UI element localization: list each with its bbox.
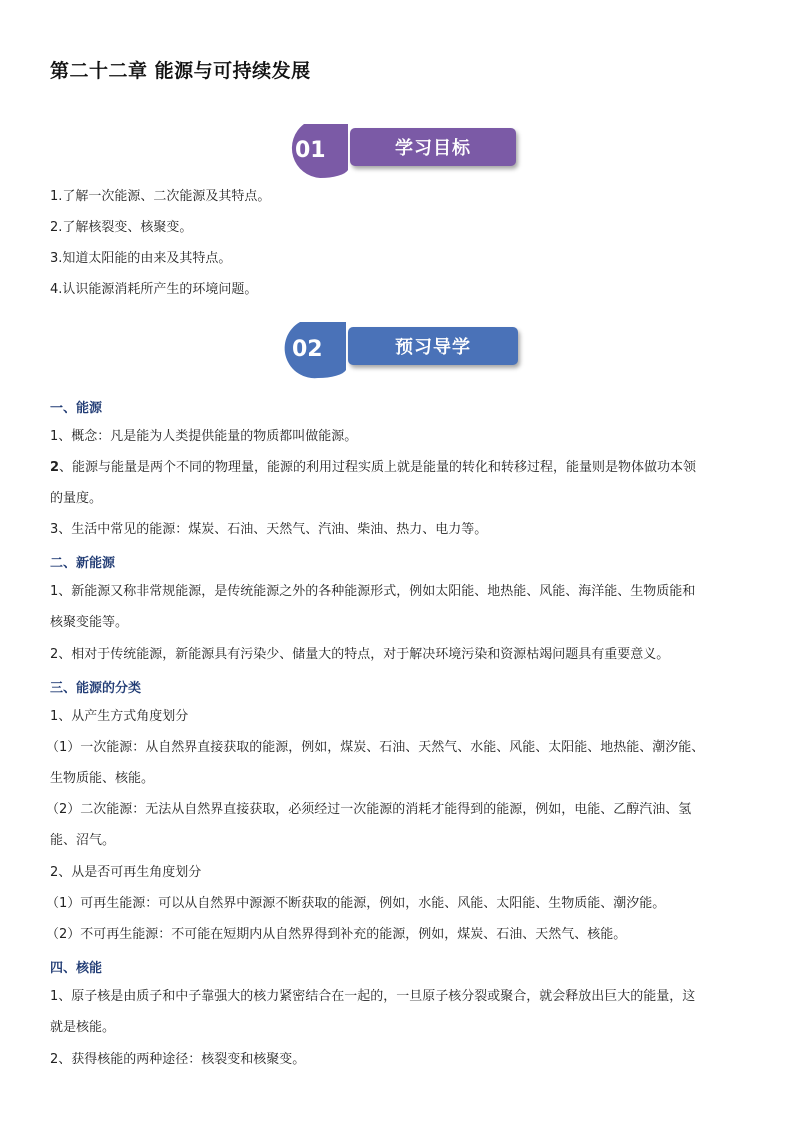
paragraph-number: 2 [50,460,60,475]
paragraph: （1）一次能源：从自然界直接获取的能源，例如，煤炭、石油、天然气、水能、风能、太阳能、地热能、潮汐能、 [46,740,705,755]
section-heading-energy: 一、能源 [50,401,103,416]
section-heading-classification: 三、能源的分类 [50,681,142,696]
paragraph: 1、新能源又称非常规能源，是传统能源之外的各种能源形式，例如太阳能、地热能、风能、海洋能、生物质能和 [50,584,696,599]
goal-4: 4.认识能源消耗所产生的环境问题。 [50,282,258,297]
paragraph: 1、原子核是由质子和中子靠强大的核力紧密结合在一起的，一旦原子核分裂或聚合，就会释放出巨大的能量，这 [50,989,696,1004]
paragraph: 2、获得核能的两种途径：核裂变和核聚变。 [50,1052,306,1067]
page-title: 第二十二章 能源与可持续发展 [50,60,311,82]
paragraph-continued: 核聚变能等。 [50,615,129,630]
goal-3: 3.知道太阳能的由来及其特点。 [50,251,232,266]
paragraph-continued: 就是核能。 [50,1020,116,1035]
badge-label: 学习目标 [350,128,516,166]
section-badge-learning-goals [276,120,520,182]
goal-1: 1.了解一次能源、二次能源及其特点。 [50,189,271,204]
paragraph-text: 、能源与能量是两个不同的物理量，能源的利用过程实质上就是能量的转化和转移过程，能量则是物体做功本领 [59,460,697,475]
paragraph: 2、相对于传统能源，新能源具有污染少、储量大的特点，对于解决环境污染和资源枯竭问题具有重要意义。 [50,647,670,662]
paragraph-continued: 能、沼气。 [50,833,116,848]
section-badge-preview-guide [272,318,522,382]
paragraph: 2、从是否可再生角度划分 [50,865,202,880]
paragraph: （2）二次能源：无法从自然界直接获取，必须经过一次能源的消耗才能得到的能源，例如，电能、乙醇汽油、氢 [46,802,692,817]
goal-2: 2.了解核裂变、核聚变。 [50,220,193,235]
badge-label: 预习导学 [348,327,518,365]
badge-number: 01 [295,138,326,163]
section-heading-nuclear-energy: 四、核能 [50,961,103,976]
section-heading-new-energy: 二、新能源 [50,556,116,571]
paragraph: （1）可再生能源：可以从自然界中源源不断获取的能源，例如，水能、风能、太阳能、生物质能、潮汐能。 [46,896,666,911]
paragraph: 1、概念：凡是能为人类提供能量的物质都叫做能源。 [50,429,358,444]
paragraph: （2）不可再生能源：不可能在短期内从自然界得到补充的能源，例如，煤炭、石油、天然气、核能。 [46,927,627,942]
paragraph-continued: 的量度。 [50,491,103,506]
badge-number: 02 [292,337,323,362]
paragraph: 3、生活中常见的能源：煤炭、石油、天然气、汽油、柴油、热力、电力等。 [50,522,488,537]
paragraph [50,458,696,478]
paragraph: 1、从产生方式角度划分 [50,709,189,724]
paragraph-continued: 生物质能、核能。 [50,771,155,786]
